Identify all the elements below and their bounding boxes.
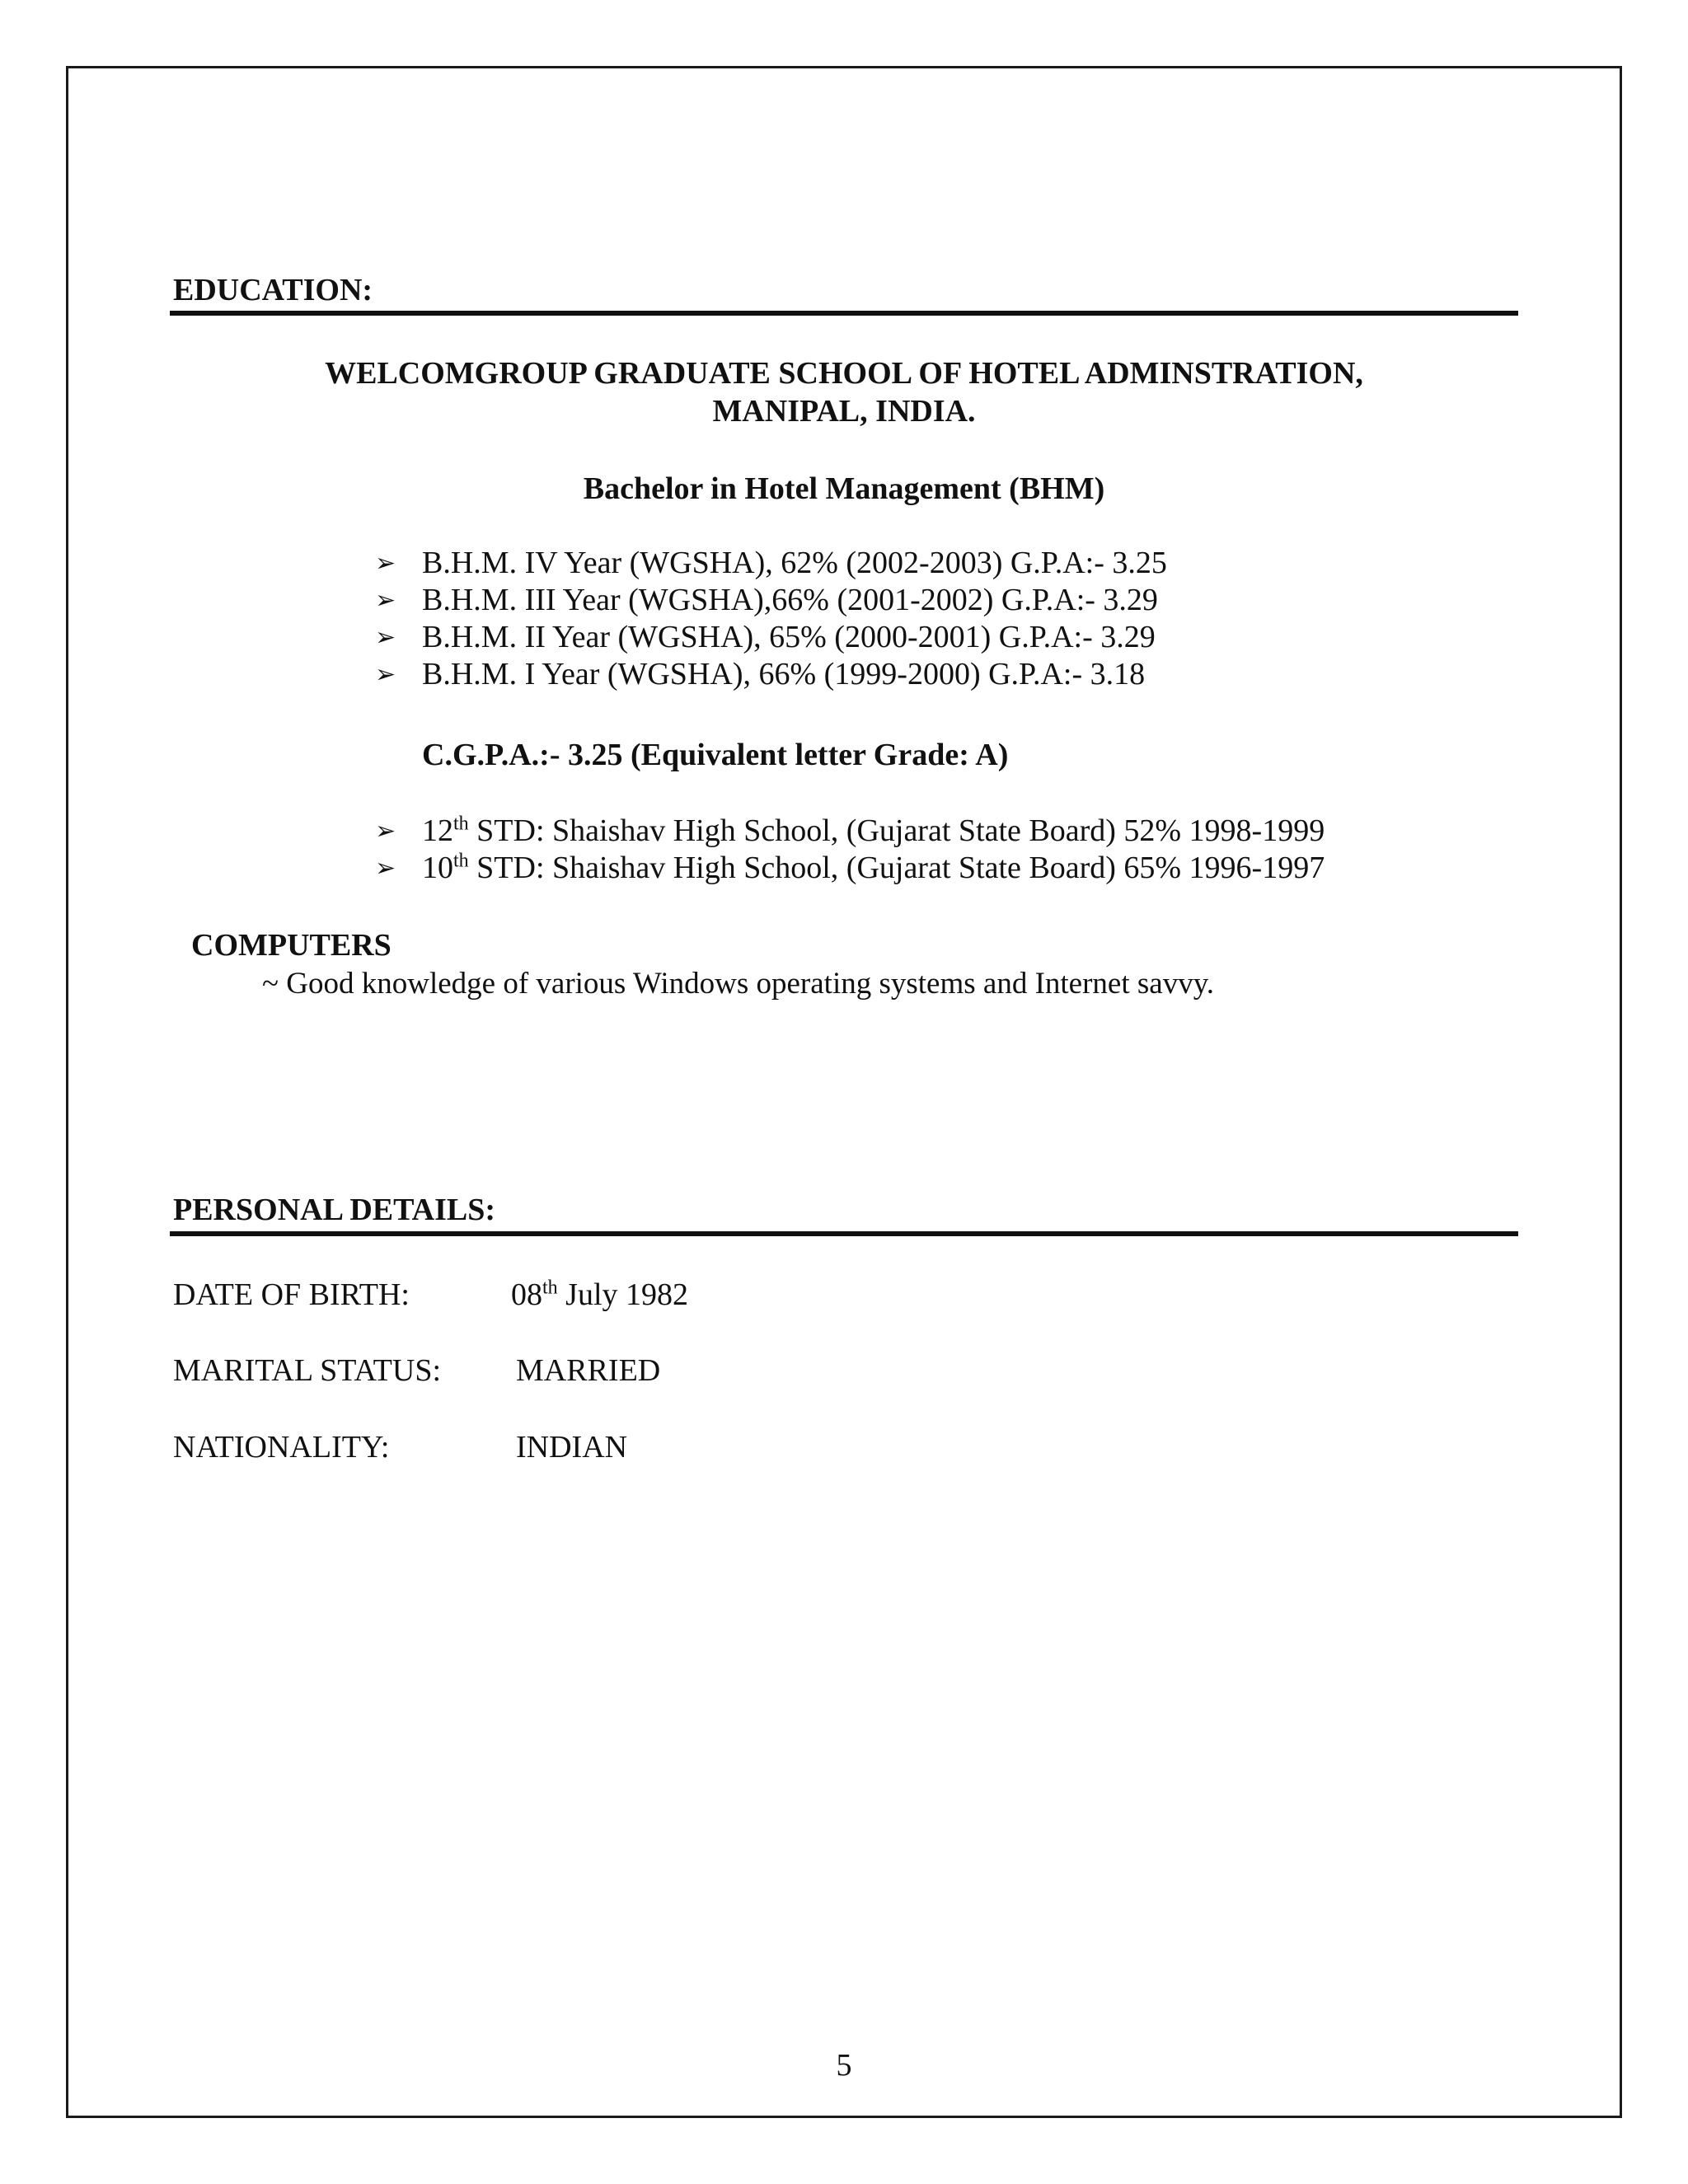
page-number: 5 bbox=[836, 2048, 852, 2083]
list-item: ➢ B.H.M. III Year (WGSHA),66% (2001-2002) G.P.A:- 3.29 bbox=[375, 583, 1158, 617]
marital-status-label: MARITAL STATUS: bbox=[173, 1353, 442, 1388]
arrow-bullet-icon: ➢ bbox=[375, 623, 396, 652]
arrow-bullet-icon: ➢ bbox=[375, 817, 396, 846]
personal-details-heading: PERSONAL DETAILS: bbox=[173, 1193, 496, 1227]
marital-status-value: MARRIED bbox=[516, 1353, 661, 1388]
arrow-bullet-icon: ➢ bbox=[375, 660, 396, 689]
bhm-years-list bbox=[375, 545, 1167, 693]
school-list bbox=[375, 813, 1325, 887]
nationality-label: NATIONALITY: bbox=[173, 1430, 390, 1465]
list-item: ➢ 12th STD: Shaishav High School, (Gujarat State Board) 52% 1998-1999 bbox=[375, 813, 1325, 848]
computers-heading: COMPUTERS bbox=[191, 928, 392, 963]
institution-name bbox=[170, 354, 1518, 430]
education-heading: EDUCATION: bbox=[173, 273, 373, 307]
personal-details-rule bbox=[170, 1231, 1518, 1236]
institution-line-2: MANIPAL, INDIA. bbox=[712, 394, 976, 429]
computers-text: ~ Good knowledge of various Windows operating systems and Internet savvy. bbox=[262, 967, 1215, 1001]
nationality-value: INDIAN bbox=[516, 1430, 628, 1465]
dob-label: DATE OF BIRTH: bbox=[173, 1277, 410, 1312]
arrow-bullet-icon: ➢ bbox=[375, 854, 396, 883]
education-rule bbox=[170, 311, 1518, 316]
list-item: ➢ B.H.M. II Year (WGSHA), 65% (2000-2001) G.P.A:- 3.29 bbox=[375, 620, 1156, 654]
arrow-bullet-icon: ➢ bbox=[375, 586, 396, 615]
arrow-bullet-icon: ➢ bbox=[375, 549, 396, 578]
list-item: ➢ B.H.M. I Year (WGSHA), 66% (1999-2000) G.P.A:- 3.18 bbox=[375, 657, 1146, 691]
degree-title: Bachelor in Hotel Management (BHM) bbox=[583, 471, 1105, 506]
list-item: ➢ B.H.M. IV Year (WGSHA), 62% (2002-2003) G.P.A:- 3.25 bbox=[375, 546, 1167, 580]
list-item: ➢ 10th STD: Shaishav High School, (Gujarat State Board) 65% 1996-1997 bbox=[375, 850, 1325, 885]
dob-value: 08th July 1982 bbox=[511, 1277, 689, 1312]
institution-line-1: WELCOMGROUP GRADUATE SCHOOL OF HOTEL ADMINSTRATION, bbox=[325, 356, 1363, 391]
cgpa-line: C.G.P.A.:- 3.25 (Equivalent letter Grade: A) bbox=[422, 738, 1009, 772]
